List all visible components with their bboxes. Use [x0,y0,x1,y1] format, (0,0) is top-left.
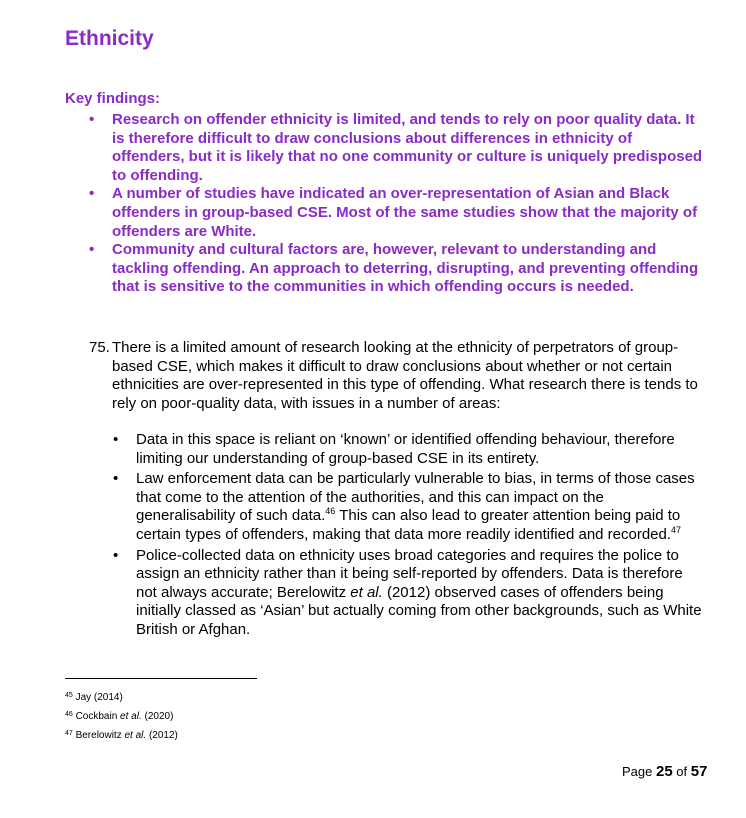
footnote-author: Jay [75,692,92,703]
footnote-ref[interactable]: 46 [325,506,336,517]
paragraph-number: 75. [89,339,110,356]
footnote-number: 46 [65,711,73,718]
footnote-ref[interactable]: 47 [671,524,682,535]
data-issue-text: (2012) observed cases of offenders being initially classed as ‘Asian’ but actually coming from other backgrounds, such as White British or Afghan. [136,583,702,638]
bullet-icon: • [89,241,95,259]
data-issue-item [113,546,706,640]
footnotes-list [65,688,178,745]
data-issue-text: Law enforcement data can be particularly vulnerable to bias, in terms of those cases that come to the attention of the authorities, and this can impact on the generalisability of such data. [136,470,695,525]
key-finding-item [89,241,707,297]
numbered-paragraph [89,339,709,413]
key-finding-text: A number of studies have indicated an over-representation of Asian and Black offenders in group-based CSE. Most of the same studies show that the majority of offenders are White. [112,185,698,240]
footnote-etal: et al. [124,730,147,741]
key-finding-item [89,111,707,185]
key-finding-text: Research on offender ethnicity is limited, and tends to rely on poor quality data. It is therefore difficult to draw conclusions about differences in ethnicity of offenders, but it is likely that no one community or culture is uniquely predisposed to offending. [112,111,703,184]
key-findings-title: Key findings: [65,90,161,107]
footnote-author: Berelowitz [75,730,125,741]
footnote [65,707,178,726]
footnote-year: (2012) [146,730,178,741]
data-issue-text: Police-collected data on ethnicity uses broad categories and requires the police to assign an ethnicity rather than it being self-reported by offenders. Data is therefore not always accurate; Berelowitz [136,546,683,601]
footnote-number: 47 [65,730,73,737]
footnote-number: 45 [65,692,73,699]
key-findings-list [0,111,746,297]
footnote-divider [65,678,257,679]
page-of: of [672,764,691,779]
footnote [65,726,178,745]
data-issue-italic: et al. [350,583,383,601]
footnote-year: (2014) [91,692,123,703]
data-issues-list [0,431,746,640]
bullet-icon: • [113,470,119,488]
footnote [65,688,178,707]
footnote-year: (2020) [141,711,174,722]
page-total: 57 [690,763,708,780]
bullet-icon: • [89,111,95,128]
page-current: 25 [655,763,673,780]
data-issue-text: This can also lead to greater attention being paid to certain types of offenders, making that data more readily identified and recorded. [136,507,681,543]
page-prefix: Page [622,764,656,779]
data-issue-text: Data in this space is reliant on ‘known’ or identified offending behaviour, therefore limiting our understanding of group-based CSE in its entirety. [136,431,675,467]
key-finding-text: Community and cultural factors are, however, relevant to understanding and tackling offending. An approach to deterring, disrupting, and preventing offending that is sensitive to the communities in which offending occurs is needed. [112,241,699,296]
paragraph-text: There is a limited amount of research looking at the ethnicity of perpetrators of group-based CSE, which makes it difficult to draw conclusions about whether or not certain ethnicities are over-represented in this type of offending. What research there is tends to rely on poor-quality data, with issues in a number of areas: [112,339,698,412]
bullet-icon: • [113,431,119,448]
section-heading: Ethnicity [65,27,154,50]
bullet-icon: • [89,185,95,203]
footnote-etal: et al. [120,711,142,722]
key-finding-item [89,185,707,241]
page-number [622,763,707,781]
bullet-icon: • [113,546,119,564]
data-issue-item [113,431,706,468]
data-issue-item [113,470,706,544]
footnote-author: Cockbain [75,711,121,722]
